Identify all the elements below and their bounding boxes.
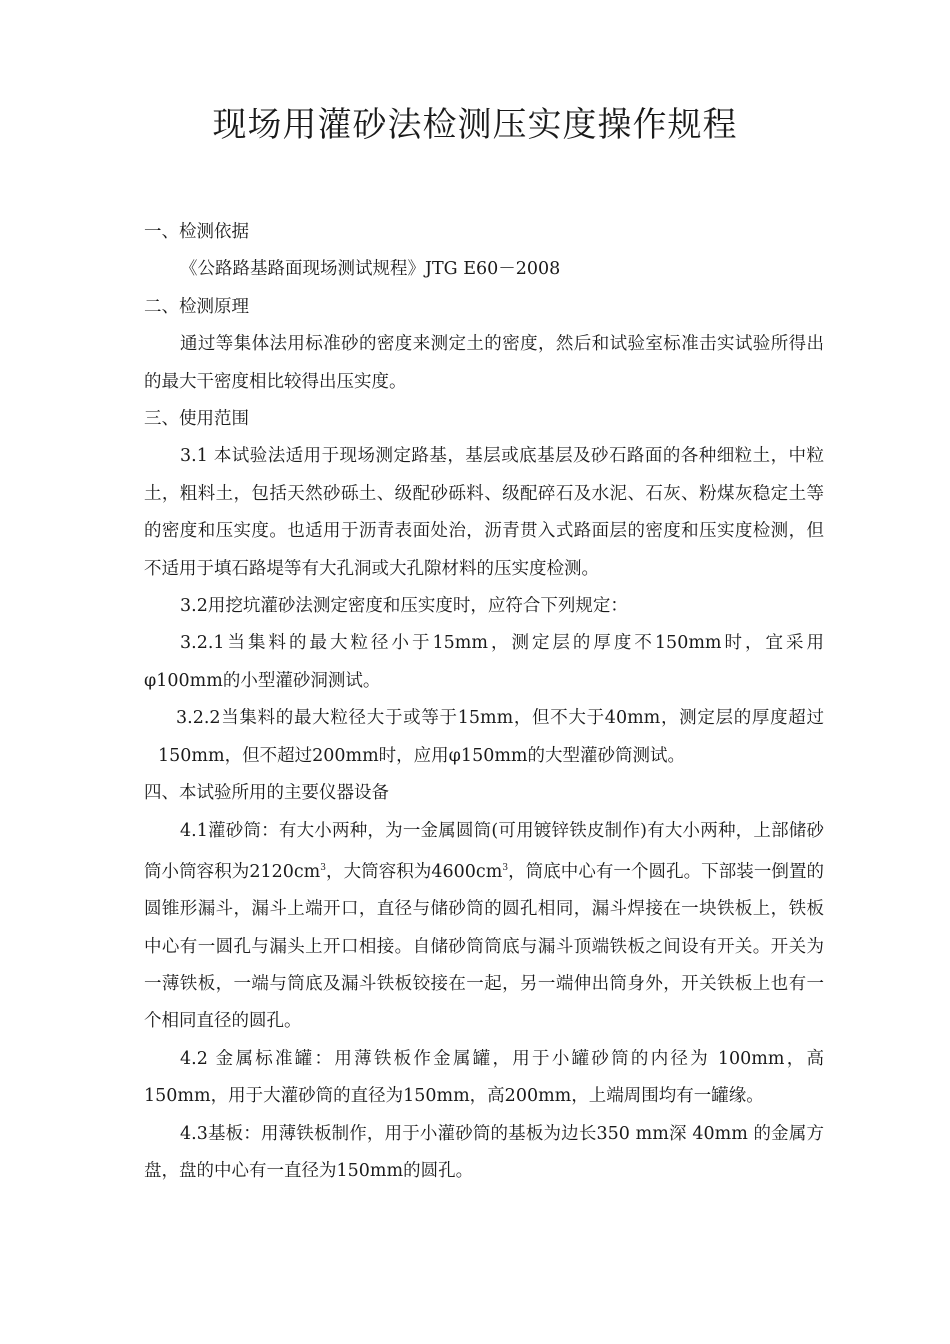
superscript-cubic: 3 [502, 862, 509, 873]
equipment-4-1-part-c: ，筒底中心有一个圆孔。下部装一倒置的圆锥形漏斗，漏斗上端开口，直径与储砂筒的圆孔相同，漏斗焊接在一块铁板上，铁板中心有一圆孔与漏头上开口相接。自储砂筒筒底与漏斗顶端铁板之间设有开关。开关为一薄铁板，一端与筒底及漏斗铁板铰接在一起，另一端伸出筒身外，开关铁板上也有一个相同直径的圆孔。 [144, 861, 825, 1032]
reference-standard: 《公路路基路面现场测试规程》JTG E60－2008 [180, 259, 561, 280]
document-body [144, 214, 824, 1190]
section-heading-principle: 二、检测原理 [144, 296, 249, 317]
equipment-paragraph-4-2: 4.2 金属标准罐：用薄铁板作金属罐，用于小罐砂筒的内径为 100mm，高150mm，用于大灌砂筒的直径为150mm，高200mm，上端周围均有一罐缘。 [144, 1048, 824, 1107]
scope-paragraph-3-2-2: 3.2.2当集料的最大粒径大于或等于15mm，但不大于40mm，测定层的厚度超过150mm，但不超过200mm时，应用φ150mm的大型灌砂筒测试。 [158, 708, 824, 766]
equipment-paragraph-4-3: 4.3基板：用薄铁板制作，用于小灌砂筒的基板为边长350 mm深 40mm 的金属方盘，盘的中心有一直径为150mm的圆孔。 [144, 1123, 824, 1181]
superscript-cubic: 3 [320, 862, 326, 873]
scope-paragraph-3-2: 3.2用挖坑灌砂法测定密度和压实度时，应符合下列规定： [180, 596, 628, 617]
document-title: 现场用灌砂法检测压实度操作规程 [212, 105, 738, 145]
equipment-4-1-part-b: ，大筒容积为4600cm [326, 861, 503, 882]
equipment-4-1-part-a: 4.1灌砂筒：有大小两种，为一金属圆筒(可用镀锌铁皮制作)有大小两种，上部储砂筒小筒容积为2120cm [144, 820, 824, 882]
principle-paragraph: 通过等集体法用标准砂的密度来测定土的密度，然后和试验室标准击实试验所得出的最大干密度相比较得出压实度。 [144, 334, 824, 392]
scope-paragraph-3-1: 3.1 本试验法适用于现场测定路基，基层或底基层及砂石路面的各种细粒土，中粒土，粗料土，包括天然砂砾土、级配砂砾料、级配碎石及水泥、石灰、粉煤灰稳定土等的密度和压实度。也适用于沥青表面处治，沥青贯入式路面层的密度和压实度检测，但不适用于填石路堤等有大孔洞或大孔隙材料的压实度检测。 [144, 446, 824, 579]
section-heading-equipment: 四、本试验所用的主要仪器设备 [144, 783, 389, 804]
equipment-paragraph-4-1 [144, 813, 824, 1041]
section-heading-scope: 三、使用范围 [144, 409, 249, 430]
scope-paragraph-3-2-1: 3.2.1当集料的最大粒径小于15mm，测定层的厚度不150mm时，宜采用φ100mm的小型灌砂洞测试。 [144, 633, 824, 691]
section-heading-basis: 一、检测依据 [144, 222, 249, 242]
